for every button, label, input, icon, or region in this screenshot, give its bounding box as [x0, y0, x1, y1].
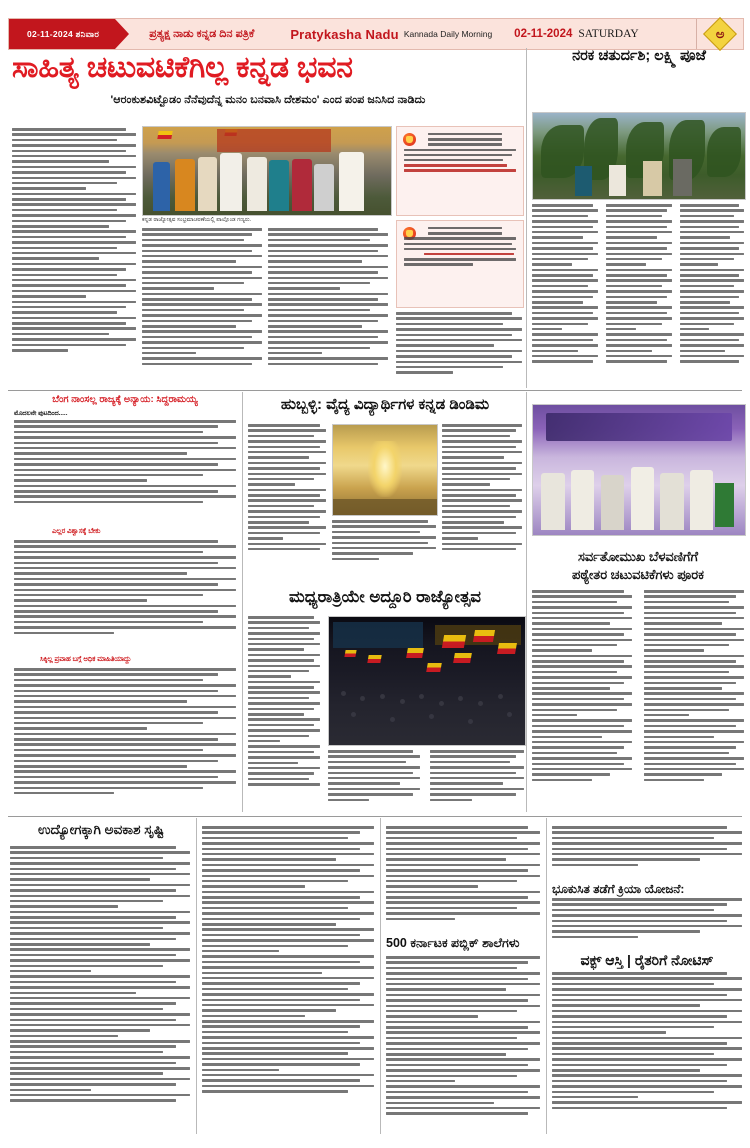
- lead-body-col-3: [268, 228, 388, 386]
- logo-glyph: ಅ: [715, 25, 725, 41]
- rajyotsava-rally-photo: [142, 126, 392, 216]
- quote-box-one: [396, 126, 524, 216]
- right-mid-body-col-1: [532, 590, 632, 812]
- midnight-body-col-3: [430, 750, 524, 810]
- hubballi-body-col-3: [442, 424, 522, 572]
- bottom-left-headline: ಉದ್ಯೋಗಕ್ಕಾಗಿ ಅವಕಾಶ ಸೃಷ್ಟಿ: [37, 822, 164, 837]
- masthead-kannada-title: ಪ್ರತ್ಯಕ್ಷ ನಾಡು ಕನ್ನಡ ದಿನ ಪತ್ರಿಕೆ: [149, 27, 255, 40]
- right-top-headline: ನರಕ ಚತುರ್ದಶಿ; ಲಕ್ಷ್ಮಿ ಪೂಜೆ: [572, 48, 706, 64]
- right-mid-body-col-2: [644, 590, 744, 812]
- bottom-right-headline-1: ಭೂಕುಸಿತ ತಡೆಗೆ ಕ್ರಿಯಾ ಯೋಜನೆ:: [552, 882, 685, 896]
- right-top-body-col-1: [532, 204, 598, 386]
- mid-left-body-2: [14, 540, 236, 650]
- mid-left-subhead-1: ಎಲ್ಲರ ವಿಶ್ವಾಸಕ್ಕೆ ಬೇಕು: [52, 528, 101, 535]
- hubballi-headline: ಹುಬ್ಬಳ್ಳಿ: ವೈದ್ಯ ವಿದ್ಯಾರ್ಥಿಗಳ ಕನ್ನಡ ಡಿಂಡಿಮ: [280, 396, 490, 413]
- column-divider-bot-3: [546, 818, 547, 1134]
- mid-left-kicker: ಮೊದಲನೇ ಪುಟದಿಂದ.....: [14, 410, 68, 417]
- column-divider-top: [526, 48, 527, 388]
- bottom-right-body-top: [552, 826, 742, 876]
- masthead-english-subtitle: Kannada Daily Morning: [403, 29, 493, 39]
- midnight-body-col-1: [248, 616, 320, 810]
- quote-box-two: [396, 220, 524, 308]
- mid-left-body-3: [14, 668, 236, 810]
- right-top-body-col-2: [606, 204, 672, 386]
- bottom-right-body-mid: [552, 898, 742, 946]
- bottom-col-3-body-bot: [386, 956, 540, 1134]
- right-mid-headline-line1: ಸರ್ವತೋಮುಖ ಬೆಳವಣಿಗೆಗೆ: [577, 549, 699, 564]
- midnight-body-col-2: [328, 750, 420, 810]
- masthead-english-title: Pratykasha Nadu: [290, 26, 399, 42]
- banana-plant-market-photo: [532, 112, 746, 200]
- mid-left-subhead-2: ಸಿಕ್ಕಿಲ್ಲ ಪ್ರವಾಹ ಬಗ್ಗೆ ಅಧಿಕ ಮಾಹಿತಿಯಾದ್ದು: [40, 656, 132, 663]
- om-diamond-logo-icon: [703, 17, 737, 51]
- bottom-right-body-bot: [552, 972, 742, 1134]
- hubballi-body-col-1: [248, 424, 326, 572]
- right-mid-headline-line2: ಪಠ್ಯೇತರ ಚಟುವಟಿಕೆಗಳು ಪೂರಕ: [572, 567, 704, 582]
- school-stage-event-photo: [532, 404, 746, 536]
- lead-body-col-2: [142, 228, 262, 386]
- lead-subheadline: 'ಆರಂಕುಶವಿಟ್ಟೊಡಂ ನೆನೆವುದೆನ್ನ ಮನಂ ಬನವಾಸಿ ದೇಶಮಂ' ಎಂದ ಪಂಪ ಜನಿಸಿದ ನಾಡಿದು: [110, 94, 426, 106]
- masthead-day: SATURDAY: [578, 28, 639, 40]
- bottom-col-3-body-top: [386, 826, 540, 932]
- bottom-col-2-body: [202, 826, 374, 1134]
- bottom-left-body: [10, 846, 190, 1134]
- masthead-date-flag: 02-11-2024 ಶನಿವಾರ: [9, 19, 115, 49]
- midnight-headline: ಮಧ್ಯರಾತ್ರಿಯೇ ಅದ್ದೂರಿ ರಾಜ್ಯೋತ್ಸವ: [289, 588, 481, 606]
- column-divider-mid-1: [242, 392, 243, 812]
- right-top-body-col-3: [680, 204, 744, 386]
- mid-left-body-1: [14, 420, 236, 520]
- deepa-lamp-photo: [332, 424, 438, 516]
- bottom-mid-headline: 500 ಕರ್ನಾಟಕ ಪಬ್ಲಿಕ್ ಶಾಲೆಗಳು: [386, 936, 520, 950]
- midnight-crowd-flags-photo: [328, 616, 526, 746]
- lead-headline: ಸಾಹಿತ್ಯ ಚಟುವಟಿಕೆಗಿಲ್ಲ ಕನ್ನಡ ಭವನ: [12, 51, 353, 84]
- masthead-logo: [696, 19, 743, 49]
- masthead-date: 02-11-2024: [514, 28, 573, 40]
- column-divider-bot-2: [380, 818, 381, 1134]
- lead-body-col-4: [396, 312, 522, 386]
- rally-photo-caption: ಕನ್ನಡ ರಾಜ್ಯೋತ್ಸವ ಸಂಭ್ರಮಾಚರಣೆಯಲ್ಲಿ ಪಾಲ್ಗೊಂಡ ಗಣ್ಯರು.: [142, 217, 252, 223]
- mid-left-red-headline: ಬೆಂಗ ನಾಂಸಲ್ಲ ರಾಜ್ಯಕ್ಕೆ ಅನ್ಯಾಯ: ಸಿದ್ದರಾಮಯ್ಯ: [52, 394, 198, 405]
- column-divider-bot-1: [196, 818, 197, 1134]
- masthead: [8, 18, 744, 50]
- bottom-right-headline-2: ವಕ್ಫ್ ಆಸ್ತಿ | ರೈತರಿಗೆ ನೋಟಿಸ್: [580, 952, 714, 968]
- hubballi-body-col-2: [332, 520, 436, 572]
- column-divider-mid-2: [526, 392, 527, 812]
- lead-body-col-1: [12, 128, 136, 386]
